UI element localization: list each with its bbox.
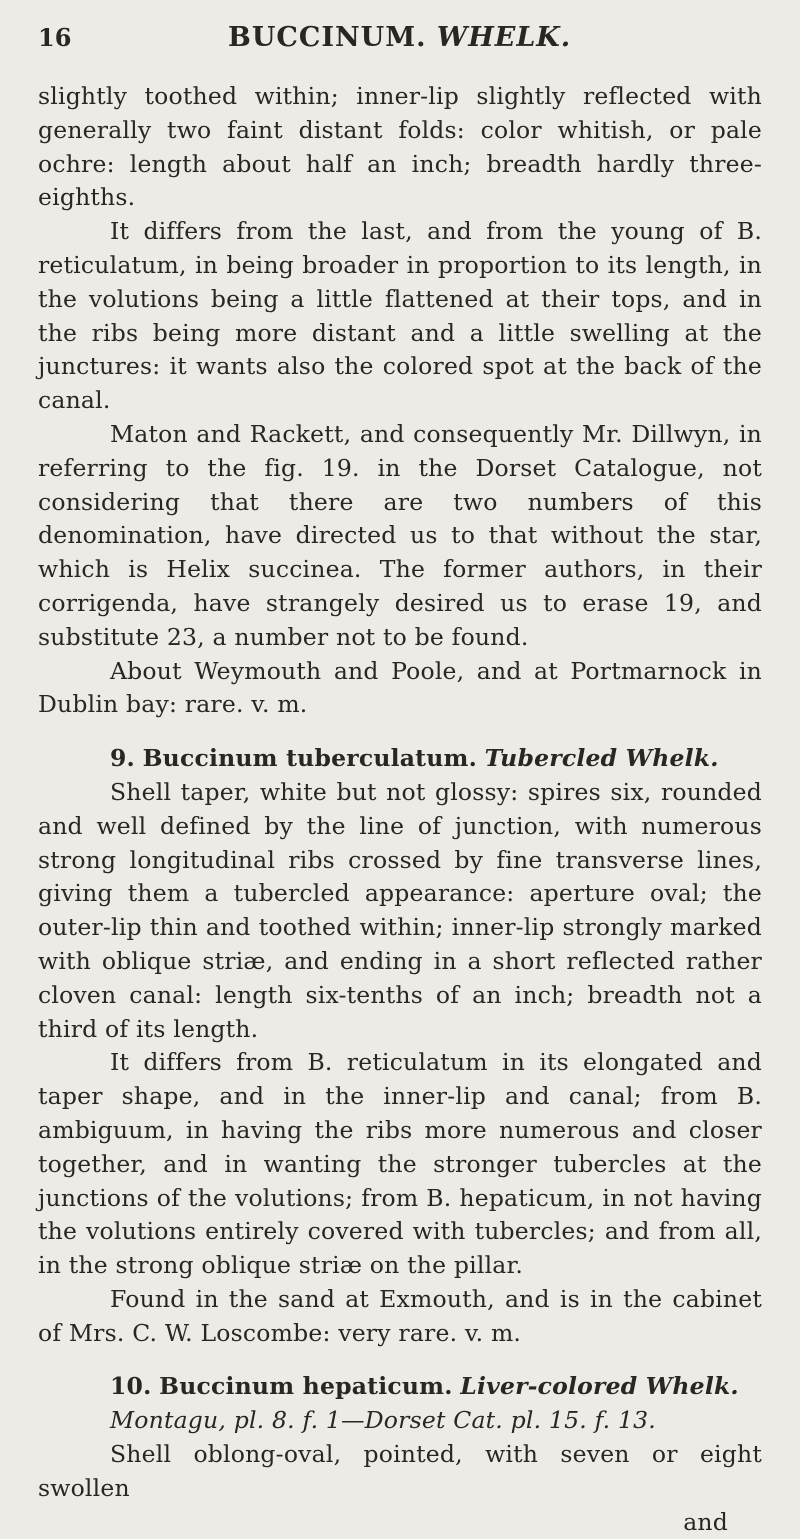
- locality-paragraph: About Weymouth and Poole, and at Portmarnock in Dublin bay: rare. v. m.: [38, 656, 762, 719]
- species-heading-10: [38, 1370, 762, 1404]
- page-number: 16: [38, 23, 72, 52]
- paragraph: Shell oblong-oval, pointed, with seven or eight swollen: [38, 1440, 762, 1502]
- species-number: 9.: [110, 744, 135, 773]
- paragraph: It differs from the last, and from the young of B. reticulatum, in being broader in proportion to its length, in the volutions being a little flattened at their tops, and in the ribs being more distant and a little swelling at the junctures: it wants also the colored spot at the back of the canal.: [38, 217, 762, 415]
- species-number: 10.: [110, 1372, 152, 1401]
- catchword: and: [683, 1507, 728, 1536]
- running-head: [38, 22, 762, 80]
- locality-paragraph: Found in the sand at Exmouth, and is in the cabinet of Mrs. C. W. Loscombe: very rare. v. m.: [38, 1284, 762, 1347]
- paragraph: Shell taper, white but not glossy: spires six, rounded and well defined by the line of junction, with numerous strong longitudinal ribs crossed by fine transverse lines, giving them a tubercled appearance: aperture oval; the outer-lip thin and toothed within; inner-lip strongly marked with oblique striæ, and ending in a short reflected rather cloven canal: length six-tenths of an inch; breadth not a third of its length.: [38, 777, 762, 1043]
- paragraph: slightly toothed within; inner-lip slightly reflected with generally two faint distant folds: color whitish, or pale ochre: length about half an inch; breadth hardly three-eighths.: [38, 82, 762, 212]
- species-heading-9: [38, 742, 762, 776]
- species-name: Buccinum hepaticum.: [159, 1372, 453, 1401]
- species-common-name: Liver-colored Whelk.: [460, 1372, 739, 1401]
- title-common: WHELK.: [436, 22, 572, 53]
- reference-line: Montagu, pl. 8. f. 1—Dorset Cat. pl. 15. f. 13.: [110, 1406, 656, 1435]
- page-title: [228, 22, 571, 53]
- title-genus: BUCCINUM.: [228, 22, 427, 53]
- paragraph: Maton and Rackett, and consequently Mr. Dillwyn, in referring to the fig. 19. in the Dorset Catalogue, not considering that there are two numbers of this denomination, have directed us to that without the star, which is Helix succinea. The former authors, in their corrigenda, have strangely desired us to erase 19, and substitute 23, a number not to be found.: [38, 419, 762, 651]
- species-common-name: Tubercled Whelk.: [484, 744, 719, 773]
- species-name: Buccinum tuberculatum.: [142, 744, 477, 773]
- paragraph: It differs from B. reticulatum in its elongated and taper shape, and in the inner-lip and canal; from B. ambiguum, in having the ribs more numerous and closer together, and in wanting the stronger tubercles at the junctions of the volutions; from B. hepaticum, in not having the volutions entirely covered with tubercles; and from all, in the strong oblique striæ on the pillar.: [38, 1048, 762, 1280]
- body-text: [38, 80, 762, 1539]
